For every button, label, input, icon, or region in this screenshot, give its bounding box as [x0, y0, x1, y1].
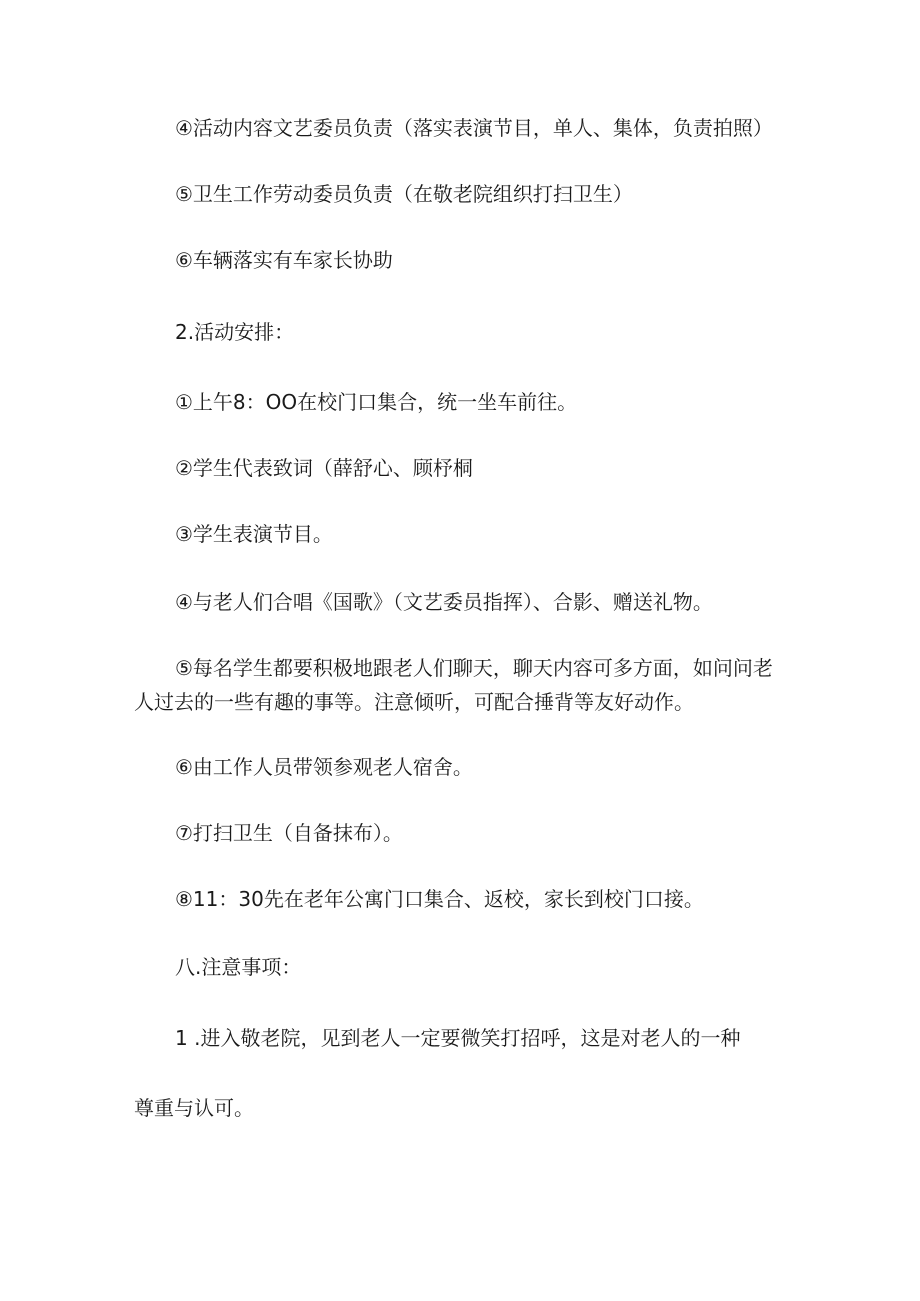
text-line-schedule-7: ⑦打扫卫生（自备抹布）。 [175, 821, 403, 845]
text-line-note-1a: 1 .进入敬老院，见到老人一定要微笑打招呼，这是对老人的一种 [175, 1026, 741, 1050]
text-line-schedule-5a: ⑤每名学生都要积极地跟老人们聊天，聊天内容可多方面，如问问老 [175, 656, 773, 680]
text-line-note-1b: 尊重与认可。 [134, 1096, 254, 1120]
section-heading-schedule: 2.活动安排： [175, 320, 295, 344]
text-line-schedule-5b: 人过去的一些有趣的事等。注意倾听，可配合捶背等友好动作。 [134, 690, 694, 714]
text-line-schedule-6: ⑥由工作人员带领参观老人宿舍。 [175, 755, 473, 779]
text-line-schedule-4: ④与老人们合唱《国歌》（文艺委员指挥）、合影、赠送礼物。 [175, 590, 713, 614]
section-heading-notes: 八.注意事项： [175, 955, 302, 979]
text-line-schedule-1: ①上午8：OO在校门口集合，统一坐车前往。 [175, 390, 578, 414]
text-line-schedule-3: ③学生表演节目。 [175, 522, 333, 546]
text-line-duty-vehicles: ⑥车辆落实有车家长协助 [175, 248, 393, 272]
text-line-duty-hygiene: ⑤卫生工作劳动委员负责（在敬老院组织打扫卫生） [175, 182, 633, 206]
text-line-schedule-8: ⑧11：30先在老年公寓门口集合、返校，家长到校门口接。 [175, 887, 704, 911]
text-line-schedule-2: ②学生代表致词（薛舒心、顾杼桐 [175, 456, 473, 480]
text-line-duty-arts: ④活动内容文艺委员负责（落实表演节目，单人、集体，负责拍照） [175, 116, 773, 140]
